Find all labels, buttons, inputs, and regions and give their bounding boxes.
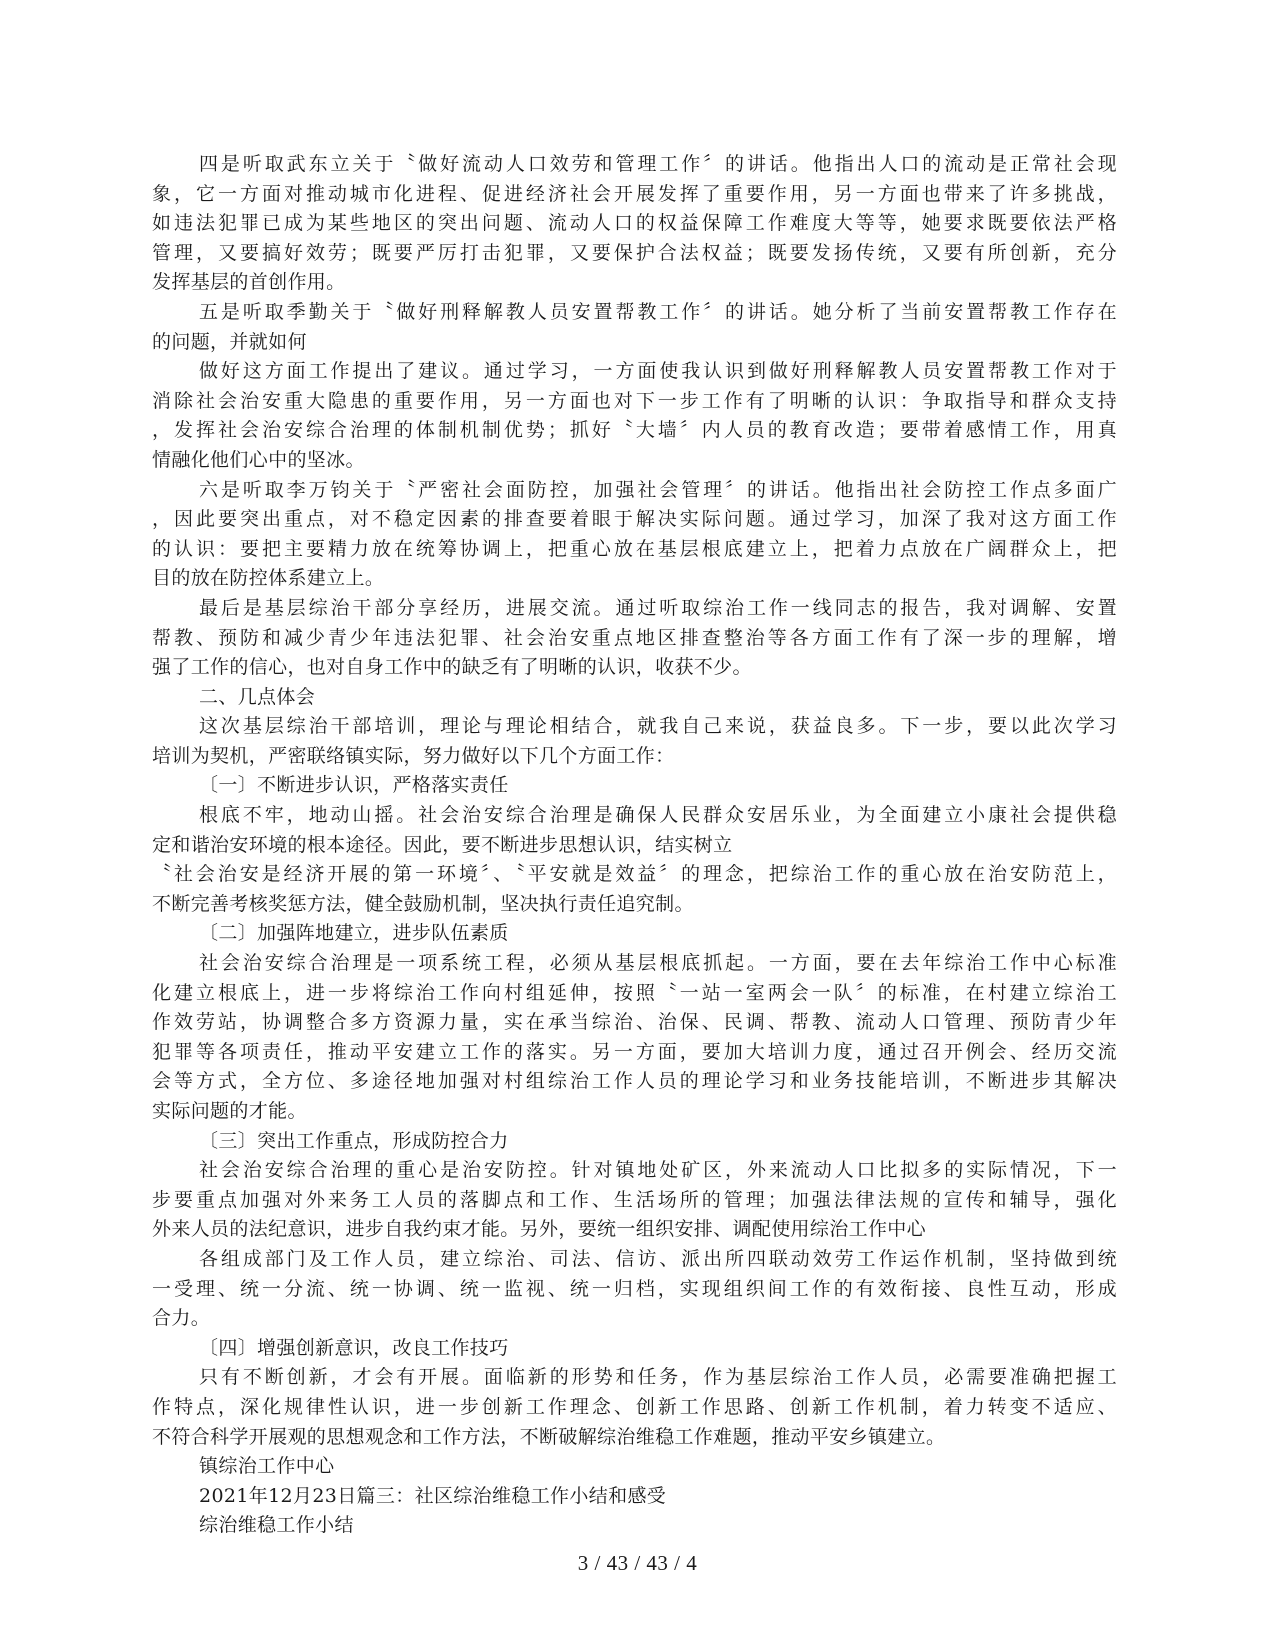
- text-line: ，发挥社会治安综合治理的体制机制优势；抓好〝大墙〞内人员的教育改造；要带着感情工作，用真: [152, 419, 1117, 442]
- text-line: 帮教、预防和减少青少年违法犯罪、社会治安重点地区排查整治等各方面工作有了深一步的理解，增: [152, 626, 1117, 649]
- text-line: 只有不断创新，才会有开展。面临新的形势和任务，作为基层综治工作人员，必需要准确把握工: [199, 1366, 1117, 1389]
- text-line: 根底不牢，地动山摇。社会治安综合治理是确保人民群众安居乐业，为全面建立小康社会提供稳: [199, 804, 1117, 827]
- document-body: [152, 150, 1117, 1541]
- text-line: 不符合科学开展观的思想观念和工作方法，不断破解综治维稳工作难题，推动平安乡镇建立。: [152, 1425, 946, 1448]
- text-line: 社会治安综合治理的重心是治安防控。针对镇地处矿区，外来流动人口比拟多的实际情况，下一: [199, 1159, 1117, 1182]
- text-line: 犯罪等各项责任，推动平安建立工作的落实。另一方面，要加大培训力度，通过召开例会、经历交流: [152, 1040, 1117, 1063]
- text-line: 综治维稳工作小结: [199, 1514, 354, 1537]
- text-line: 〔三〕突出工作重点，形成防控合力: [199, 1129, 509, 1152]
- text-line: 管理，又要搞好效劳；既要严厉打击犯罪，又要保护合法权益；既要发扬传统，又要有所创新，充分: [152, 241, 1117, 264]
- text-line: 会等方式，全方位、多途径地加强对村组综治工作人员的理论学习和业务技能培训，不断进步其解决: [152, 1070, 1117, 1093]
- text-line: 〔二〕加强阵地建立，进步队伍素质: [199, 922, 509, 945]
- text-line: 的问题，并就如何: [152, 330, 307, 353]
- text-line: 最后是基层综治干部分享经历，进展交流。通过听取综治工作一线同志的报告，我对调解、安置: [199, 596, 1117, 619]
- text-line: 二、几点体会: [199, 685, 316, 708]
- text-line: 五是听取季勤关于〝做好刑释解教人员安置帮教工作〞的讲话。她分析了当前安置帮教工作存在: [199, 300, 1117, 323]
- text-line: 化建立根底上，进一步将综治工作向村组延伸，按照〝一站一室两会一队〞的标准，在村建立综治工: [152, 981, 1117, 1004]
- text-line: 〔四〕增强创新意识，改良工作技巧: [199, 1336, 509, 1359]
- text-line: 的认识：要把主要精力放在统筹协调上，把重心放在基层根底建立上，把着力点放在广阔群众上，把: [152, 537, 1117, 560]
- text-line: 外来人员的法纪意识，进步自我约束才能。另外，要统一组织安排、调配使用综治工作中心: [152, 1218, 927, 1241]
- text-line: 各组成部门及工作人员，建立综治、司法、信访、派出所四联动效劳工作运作机制，坚持做到统: [199, 1247, 1117, 1270]
- text-line: 一受理、统一分流、统一协调、统一监视、统一归档，实现组织间工作的有效衔接、良性互动，形成: [152, 1277, 1117, 1300]
- text-line: 象，它一方面对推动城市化进程、促进经济社会开展发挥了重要作用，另一方面也带来了许多挑战，: [152, 182, 1117, 205]
- text-line: 作效劳站，协调整合多方资源力量，实在承当综治、治保、民调、帮教、流动人口管理、预防青少年: [152, 1011, 1117, 1034]
- text-line: 做好这方面工作提出了建议。通过学习，一方面使我认识到做好刑释解教人员安置帮教工作对于: [199, 360, 1117, 383]
- text-line: 实际问题的才能。: [152, 1100, 307, 1122]
- text-line: 发挥基层的首创作用。: [152, 271, 346, 294]
- text-line: 不断完善考核奖惩方法，健全鼓励机制，坚决执行责任追究制。: [152, 892, 694, 915]
- text-line: 如违法犯罪已成为某些地区的突出问题、流动人口的权益保障工作难度大等等，她要求既要依法严格: [152, 212, 1117, 235]
- text-line: 情融化他们心中的坚冰。: [152, 448, 365, 471]
- text-line: 目的放在防控体系建立上。: [152, 567, 385, 590]
- text-line: 〝社会治安是经济开展的第一环境〞、〝平安就是效益〞的理念，把综治工作的重心放在治安防范上，: [152, 863, 1117, 886]
- text-line: 社会治安综合治理是一项系统工程，必须从基层根底抓起。一方面，要在去年综治工作中心标准: [199, 952, 1117, 975]
- text-line: 合力。: [152, 1307, 211, 1330]
- text-line: 六是听取李万钧关于〝严密社会面防控，加强社会管理〞的讲话。他指出社会防控工作点多面广: [199, 478, 1117, 501]
- text-line: 2021年12月23日篇三：社区综治维稳工作小结和感受: [199, 1484, 667, 1507]
- text-line: ，因此要突出重点，对不稳定因素的排查要着眼于解决实际问题。通过学习，加深了我对这方面工作: [152, 508, 1117, 531]
- text-line: 定和谐治安环境的根本途径。因此，要不断进步思想认识，结实树立: [152, 833, 733, 856]
- text-line: 作特点，深化规律性认识，进一步创新工作理念、创新工作思路、创新工作机制，着力转变不适应、: [152, 1395, 1117, 1418]
- text-line: 这次基层综治干部培训，理论与理论相结合，就我自己来说，获益良多。下一步，要以此次学习: [199, 715, 1117, 738]
- text-line: 步要重点加强对外来务工人员的落脚点和工作、生活场所的管理；加强法律法规的宣传和辅导，强化: [152, 1188, 1117, 1211]
- text-line: 镇综治工作中心: [199, 1455, 335, 1478]
- text-line: 〔一〕不断进步认识，严格落实责任: [199, 774, 509, 797]
- page-number: 3 / 43 / 43 / 4: [577, 1551, 698, 1575]
- text-line: 消除社会治安重大隐患的重要作用，另一方面也对下一步工作有了明晰的认识：争取指导和群众支持: [152, 389, 1117, 412]
- text-line: 四是听取武东立关于〝做好流动人口效劳和管理工作〞的讲话。他指出人口的流动是正常社会现: [199, 153, 1117, 175]
- text-line: 强了工作的信心，也对自身工作中的缺乏有了明晰的认识，收获不少。: [152, 656, 752, 679]
- text-line: 培训为契机，严密联络镇实际，努力做好以下几个方面工作：: [152, 744, 675, 767]
